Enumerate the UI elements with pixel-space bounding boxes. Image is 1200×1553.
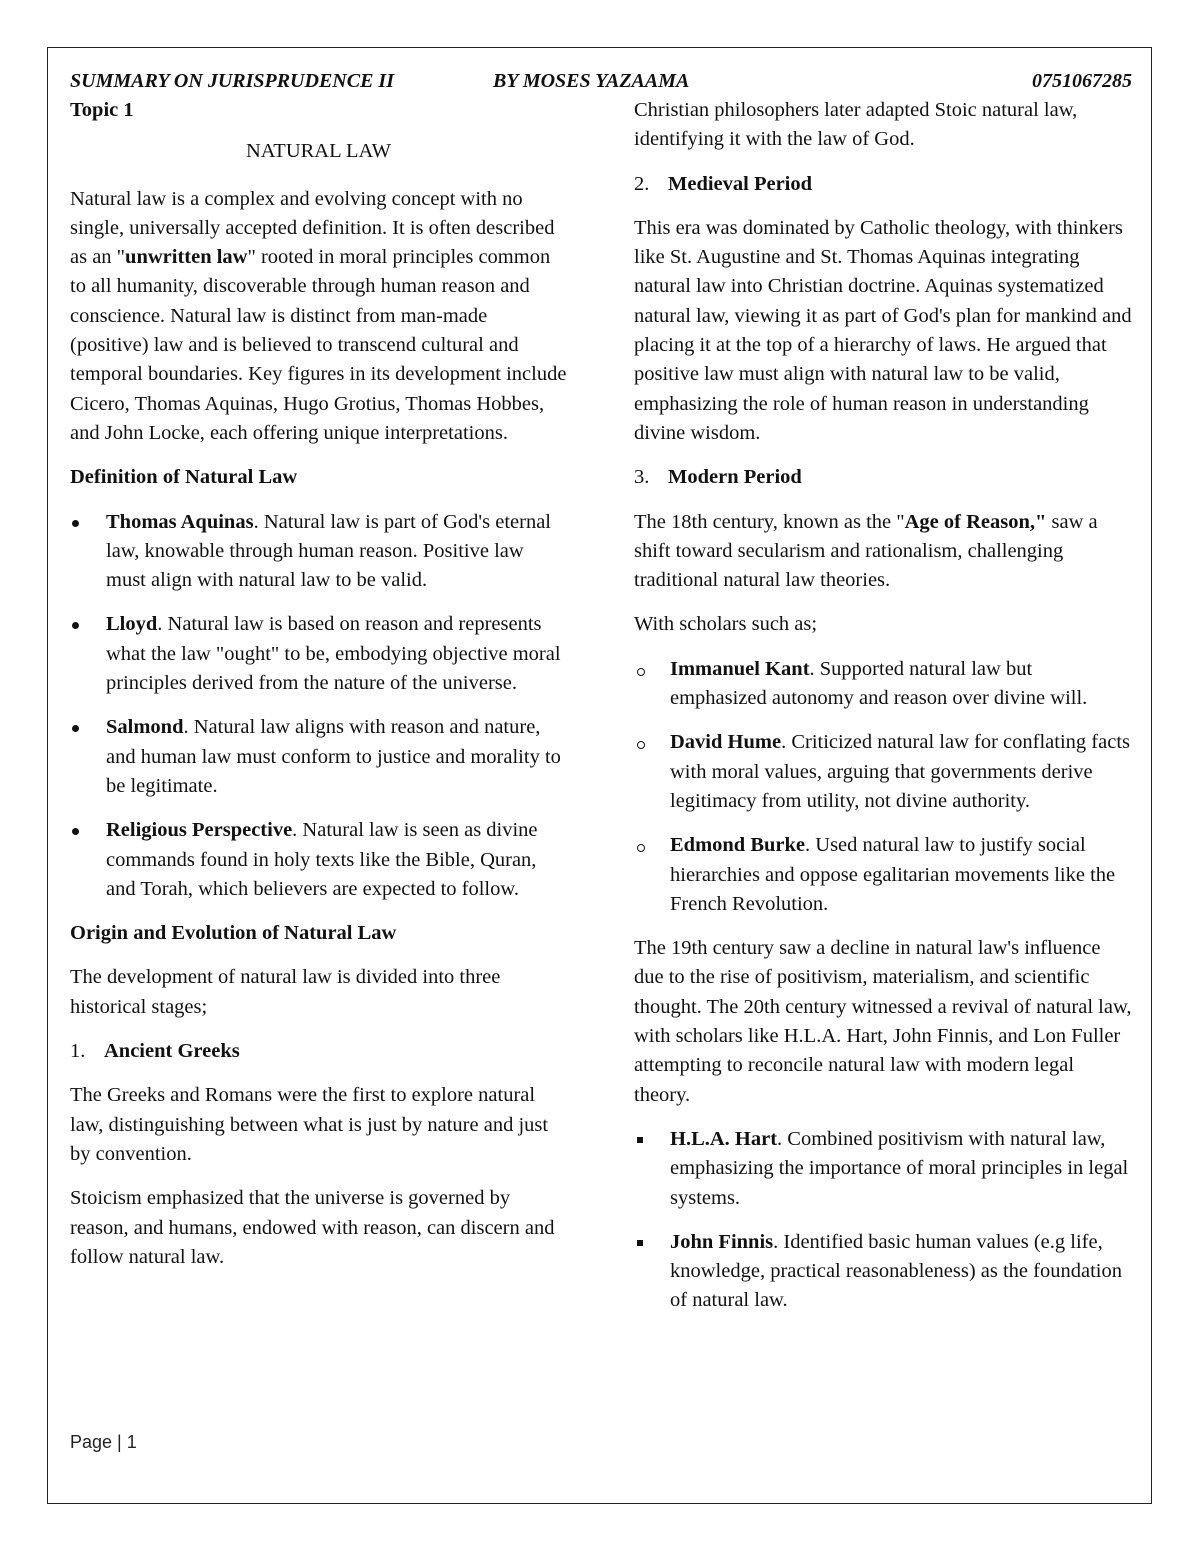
modern-paragraph: The 18th century, known as the "Age of Reason," saw a shift toward secularism and rationalism, challenging traditional natural law theories. <box>634 510 1098 592</box>
scholars-intro: With scholars such as; <box>634 613 818 636</box>
topic-label: Topic 1 <box>70 99 134 121</box>
medieval-paragraph: This era was dominated by Catholic theology, with thinkers like St. Augustine and St. Thomas Aquinas integrating natural law into Christian doctrine. Aquinas systematized natural law, viewing it as part of God's plan for mankind and placing it at the top of a hierarchy of laws. He argued that positive law must align with natural law to be valid, emphasizing the role of human reason in understanding divine wisdom. <box>634 216 1132 444</box>
greeks-paragraph: The Greeks and Romans were the first to explore natural law, distinguishing between what is just by nature and just by convention. <box>70 1084 549 1165</box>
header-phone: 0751067285 <box>1032 70 1132 92</box>
origin-intro: The development of natural law is divided into three historical stages; <box>70 966 501 1018</box>
list-item: Salmond. Natural law aligns with reason and nature, and human law must conform to justice and morality to be legitimate. <box>106 716 561 797</box>
section-title: NATURAL LAW <box>245 140 392 163</box>
page-number: Page | 1 <box>70 1432 137 1452</box>
list-item: Lloyd. Natural law is based on reason and represents what the law "ought" to be, embodying objective moral principles derived from the nature of the universe. <box>106 613 561 695</box>
list-item: Religious Perspective. Natural law is seen as divine commands found in holy texts like the Bible, Quran, and Torah, which believers are expected to follow. <box>106 819 538 900</box>
definition-list <box>70 508 567 905</box>
list-item: H.L.A. Hart. Combined positivism with natural law, emphasizing the importance of moral principles in legal systems. <box>670 1127 1129 1209</box>
page-header <box>70 70 1132 98</box>
stoicism-paragraph: Stoicism emphasized that the universe is governed by reason, and humans, endowed with reason, can discern and follow natural law. <box>70 1187 555 1268</box>
header-author: BY MOSES YAZAAMA <box>493 70 690 92</box>
left-column <box>70 96 567 1287</box>
scholar-list <box>634 655 1132 919</box>
stage-heading: 1. Ancient Greeks <box>70 1040 240 1063</box>
list-item: Edmond Burke. Used natural law to justify social hierarchies and oppose egalitarian movements like the French Revolution. <box>670 834 1116 915</box>
christian-paragraph: Christian philosophers later adapted Stoic natural law, identifying it with the law of God. <box>634 99 1078 151</box>
intro-emphasis: unwritten law <box>125 246 248 269</box>
list-item: David Hume. Criticized natural law for conflating facts with moral values, arguing that governments derive legitimacy from utility, not divine authority. <box>670 731 1130 812</box>
header-title: SUMMARY ON JURISPRUDENCE II <box>70 70 394 92</box>
definition-heading: Definition of Natural Law <box>70 466 298 489</box>
nineteenth-century-paragraph: The 19th century saw a decline in natural law's influence due to the rise of positivism, materialism, and scientific thought. The 20th century witnessed a revival of natural law, with scholars like H.L.A. Hart, John Finnis, and Lon Fuller attempting to reconcile natural law with modern legal theory. <box>634 937 1132 1106</box>
list-item: Immanuel Kant. Supported natural law but emphasized autonomy and reason over divine will. <box>670 657 1088 710</box>
intro-paragraph: Natural law is a complex and evolving concept with no single, universally accepted definition. It is often described as an "unwritten law" rooted in moral principles common to all humanity, discoverable through human reason and conscience. Natural law is distinct from man-made (positive) law and is believed to transcend cultural and temporal boundaries. Key figures in its development include Cicero, Thomas Aquinas, Hugo Grotius, Thomas Hobbes, and John Locke, each offering unique interpretations. <box>70 187 567 444</box>
stage-heading: 2. Medieval Period <box>634 172 813 195</box>
stage-heading: 3. Modern Period <box>634 466 802 489</box>
right-column <box>634 96 1132 1331</box>
list-item: John Finnis. Identified basic human values (e.g life, knowledge, practical reasonableness) as the foundation of natural law. <box>670 1230 1122 1312</box>
origin-heading: Origin and Evolution of Natural Law <box>70 922 397 945</box>
modern-scholar-list <box>634 1125 1132 1316</box>
list-item: Thomas Aquinas. Natural law is part of God's eternal law, knowable through human reason. Positive law must align with natural law to be valid. <box>106 510 551 592</box>
